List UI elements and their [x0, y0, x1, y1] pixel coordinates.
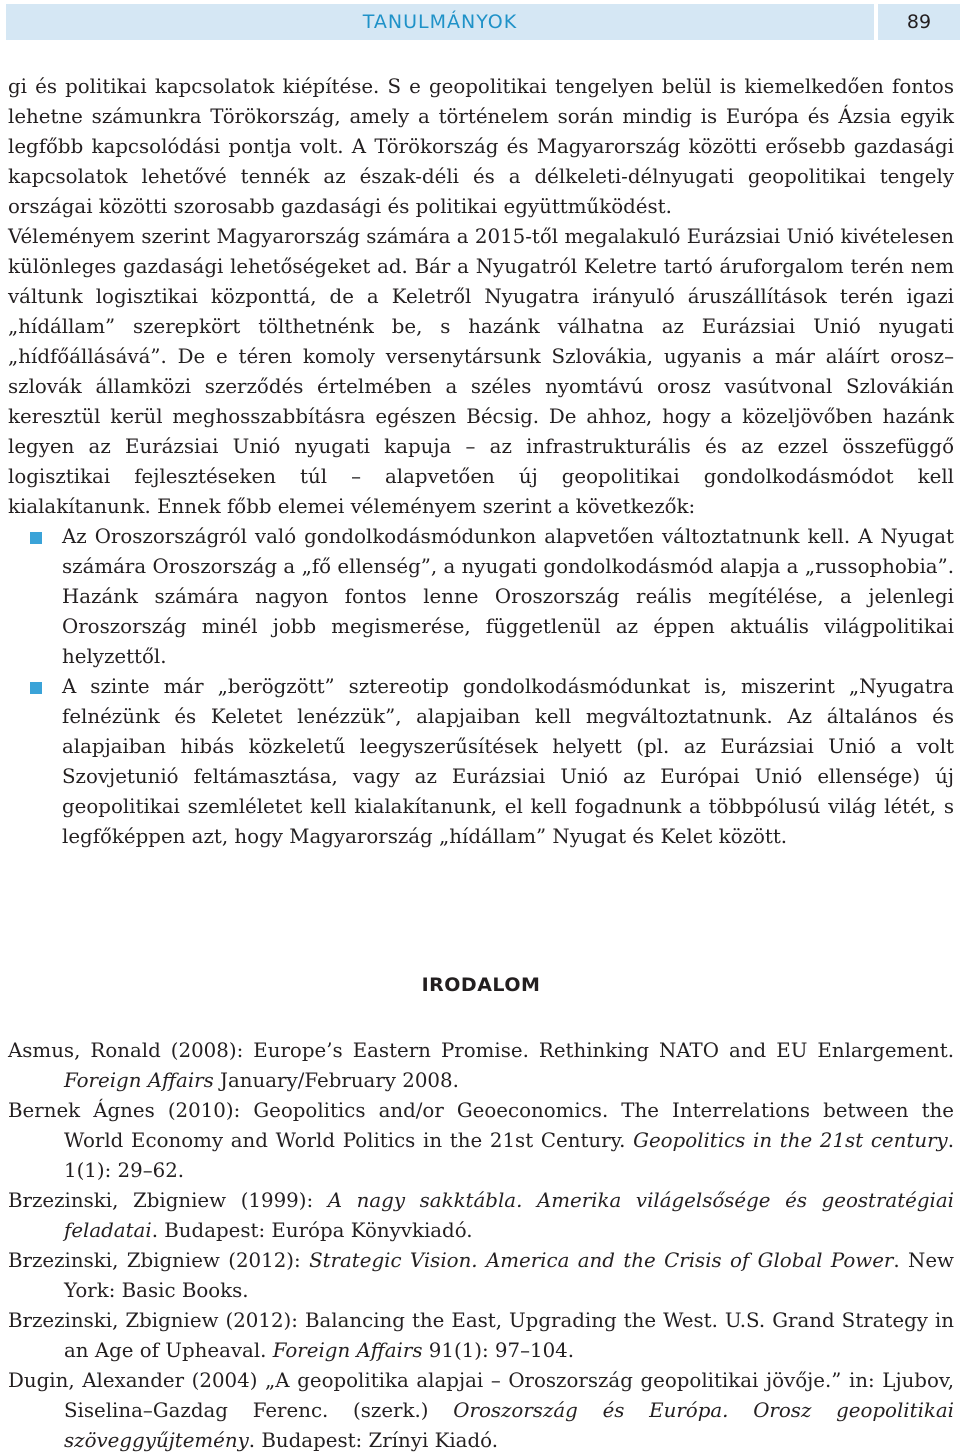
bullet-list: [8, 522, 954, 852]
references-heading: IRODALOM: [421, 974, 541, 996]
reference-italic-title: Foreign Affairs: [272, 1339, 423, 1362]
reference-italic-title: Geopolitics in the 21st century: [633, 1129, 948, 1152]
bullet-text: A szinte már „berögzött” sztereotip gondolkodásmódunkat is, miszerint „Nyugatra felnézünk és Keletet lenézzük”, alapjaiban kell megváltoztatnunk. Az általános és alapjaiban hibás közkeletű leegyszerűsítések helyett (pl. az Eurázsiai Unió a volt Szovjetunió feltámasztása, vagy az Eurázsiai Unió az Európai Unió ellensége) új geopolitikai szemléletet kell kialakítanunk, el kell fogadnunk a többpólusú világ létét, s legfőképpen azt, hogy Magyarország „hídállam” Nyugat és Kelet között.: [62, 675, 954, 848]
section-title: TANULMÁNYOK: [362, 11, 518, 33]
paragraph-2: Véleményem szerint Magyarország számára a 2015-től megalakuló Eurázsiai Unió kivételesen különleges gazdasági lehetőségeket ad. Bár a Nyugatról Keletre tartó áruforgalom terén nem váltunk logisztikai központtá, de a Keletről Nyugatra irányuló áruszállítások terén igazi „hídállam” szerepkört tölthetnénk be, s hazánk válhatna az Eurázsiai Unió nyugati „hídfőállásává”. De e téren komoly versenytársunk Szlovákia, ugyanis a már aláírt orosz–szlovák államközi szerződés értelmében a széles nyomtávú orosz vasútvonal Szlovákián keresztül kerül meghosszabbításra egészen Bécsig. De ahhoz, hogy a közeljövőben hazánk legyen az Eurázsiai Unió nyugati kapuja – az infrastrukturális és az ezzel összefüggő logisztikai fejlesztéseken túl – alapvetően új geopolitikai gondolkodásmódot kell kialakítanunk. Ennek főbb elemei véleményem szerint a következők:: [8, 225, 954, 518]
main-text: [8, 72, 954, 852]
reference-item: [8, 1246, 954, 1306]
reference-italic-title: A nagy sakktábla. Amerika világelsősége és geostratégiai feladatai: [64, 1189, 954, 1242]
reference-text: Brzezinski, Zbigniew (2012):: [8, 1249, 310, 1272]
reference-italic-title: Oroszország és Európa. Orosz geopolitikai szöveggyűjtemény: [64, 1399, 954, 1452]
bullet-item: [8, 672, 954, 852]
reference-text: Dugin, Alexander (2004) „A geopolitika alapjai – Oroszország geopolitikai jövője.” in: Ljubov, Siselina–Gazdag Ferenc. (szerk.): [8, 1369, 954, 1422]
square-bullet-icon: [30, 682, 42, 694]
reference-text: Bernek Ágnes (2010): Geopolitics and/or Geoeconomics. The Interrelations between the World Economy and World Politics in the 21st Century.: [8, 1099, 954, 1152]
page-number: 89: [878, 4, 960, 40]
reference-list: [8, 1036, 954, 1456]
paragraph-1: gi és politikai kapcsolatok kiépítése. S e geopolitikai tengelyen belül is kiemelkedően fontos lehetne számunkra Törökország, amely a történelem során mindig is Európa és Ázsia egyik legfőbb kapcsolódási pontja volt. A Törökország és Magyarország közötti erősebb gazdasági kapcsolatok lehetővé tennék az észak-déli és a délkeleti-délnyugati geopolitikai tengely országai közötti szorosabb gazdasági és politikai együttműködést.: [8, 75, 954, 218]
reference-text: January/February 2008.: [213, 1069, 459, 1092]
square-bullet-icon: [30, 532, 42, 544]
reference-italic-title: Foreign Affairs: [64, 1069, 214, 1092]
reference-item: [8, 1036, 954, 1096]
reference-item: [8, 1366, 954, 1456]
reference-text: . Budapest: Zrínyi Kiadó.: [248, 1429, 498, 1452]
bullet-item: [8, 522, 954, 672]
bullet-text: Az Oroszországról való gondolkodásmódunkon alapvetően változtatnunk kell. A Nyugat számára Oroszország a „fő ellenség”, a nyugati gondolkodásmód alapja a „russophobia”. Hazánk számára nagyon fontos lenne Oroszország reális megítélése, a jelenlegi Oroszország minél jobb megismerése, függetlenül az éppen aktuális világpolitikai helyzettől.: [62, 525, 954, 668]
reference-italic-title: Strategic Vision. America and the Crisis of Global Power: [309, 1249, 894, 1272]
reference-text: Asmus, Ronald (2008): Europe’s Eastern Promise. Rethinking NATO and EU Enlargement.: [8, 1039, 954, 1062]
reference-item: [8, 1306, 954, 1366]
reference-text: Brzezinski, Zbigniew (1999):: [8, 1189, 328, 1212]
reference-text: Brzezinski, Zbigniew (2012): Balancing the East, Upgrading the West. U.S. Grand Strategy in an Age of Upheaval.: [8, 1309, 954, 1362]
reference-text: . Budapest: Európa Könyvkiadó.: [151, 1219, 473, 1242]
page-header: [6, 4, 960, 40]
reference-text: . New York: Basic Books.: [64, 1249, 954, 1302]
reference-text: . 1(1): 29–62.: [64, 1129, 954, 1182]
reference-item: [8, 1096, 954, 1186]
reference-item: [8, 1186, 954, 1246]
reference-text: 91(1): 97–104.: [422, 1339, 575, 1362]
